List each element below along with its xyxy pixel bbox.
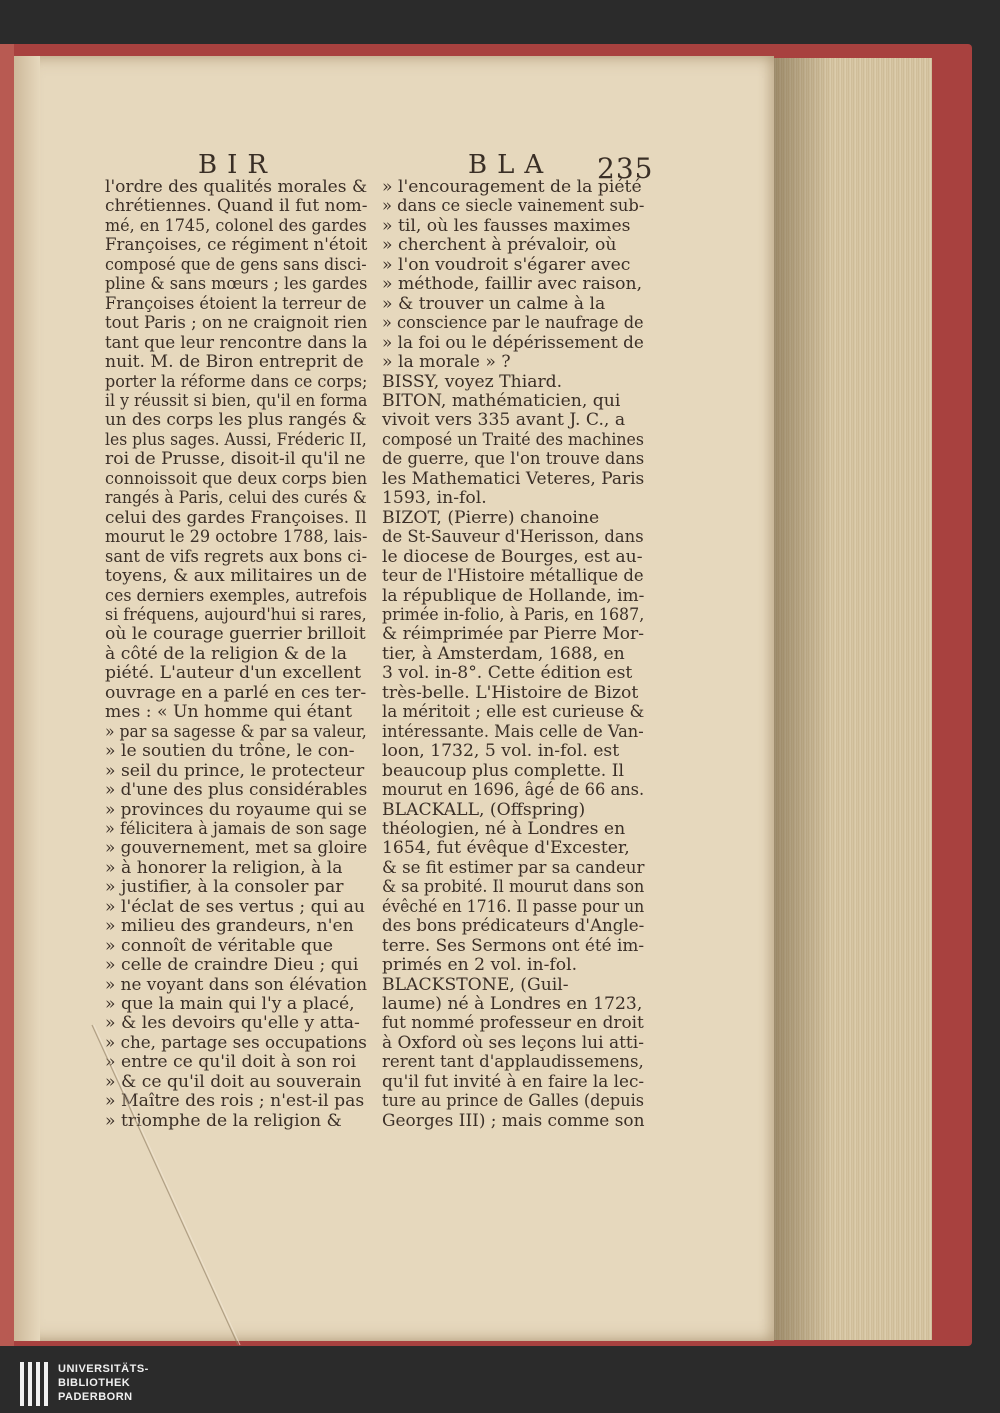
logo-line: PADERBORN xyxy=(58,1391,133,1403)
text-line: la méritoit ; elle est curieuse & xyxy=(382,702,645,723)
logo-line: UNIVERSITÄTS- xyxy=(58,1363,149,1375)
text-line: BIZOT, (Pierre) chanoine xyxy=(382,507,600,528)
text-line: mé, en 1745, colonel des gardes xyxy=(105,215,367,236)
text-line: ces derniers exemples, autrefois xyxy=(105,585,368,606)
text-line: chrétiennes. Quand il fut nom- xyxy=(105,196,368,217)
text-line: rerent tant d'applaudissemens, xyxy=(382,1052,644,1073)
text-line: BISSY, voyez Thiard. xyxy=(382,371,563,392)
text-line: Françoises, ce régiment n'étoit xyxy=(105,235,368,256)
text-line: primés en 2 vol. in-fol. xyxy=(382,955,578,976)
text-line: ouvrage en a parlé en ces ter- xyxy=(105,682,367,703)
text-line: & se fit estimer par sa candeur xyxy=(382,857,645,878)
text-line: composé que de gens sans disci- xyxy=(105,254,367,275)
text-line: terre. Ses Sermons ont été im- xyxy=(382,935,645,956)
text-line: théologien, né à Londres en xyxy=(382,818,626,839)
right-text-column xyxy=(382,178,644,1131)
text-line: » che, partage ses occupations xyxy=(105,1032,367,1053)
text-line: piété. L'auteur d'un excellent xyxy=(105,663,362,684)
text-line: » provinces du royaume qui se xyxy=(105,799,367,820)
text-line: » celle de craindre Dieu ; qui xyxy=(105,955,359,976)
text-line: composé un Traité des machines xyxy=(382,429,644,450)
text-line: 1654, fut évêque d'Excester, xyxy=(382,838,630,859)
text-line: teur de l'Histoire métallique de xyxy=(382,566,644,587)
left-text-column xyxy=(105,178,367,1131)
text-line: » dans ce siecle vainement sub- xyxy=(382,196,645,217)
text-line: très-belle. L'Histoire de Bizot xyxy=(382,682,639,703)
text-line: mes : « Un homme qui étant xyxy=(105,702,352,723)
text-line: » que la main qui l'y a placé, xyxy=(105,994,355,1015)
text-line: » conscience par le naufrage de xyxy=(382,313,644,334)
text-line: pline & sans mœurs ; les gardes xyxy=(105,274,368,295)
text-line: BLACKSTONE, (Guil- xyxy=(382,974,569,995)
text-line: » cherchent à prévaloir, où xyxy=(382,235,617,256)
text-line: toyens, & aux militaires un de xyxy=(105,566,368,587)
text-line: » d'une des plus considérables xyxy=(105,780,368,801)
text-line: les plus sages. Aussi, Fréderic II, xyxy=(105,429,367,450)
text-line: tout Paris ; on ne craignoit rien xyxy=(105,313,368,334)
text-line: connoissoit que deux corps bien xyxy=(105,468,368,489)
text-line: » triomphe de la religion & xyxy=(105,1110,342,1131)
text-line: » entre ce qu'il doit à son roi xyxy=(105,1052,357,1073)
text-line: intéressante. Mais celle de Van- xyxy=(382,721,644,742)
text-line: BLACKALL, (Offspring) xyxy=(382,799,586,820)
text-line: sant de vifs regrets aux bons ci- xyxy=(105,546,368,567)
text-line: la république de Hollande, im- xyxy=(382,585,645,606)
library-logo-text xyxy=(58,1362,149,1404)
text-line: à côté de la religion & de la xyxy=(105,643,347,664)
logo-line: BIBLIOTHEK xyxy=(58,1377,131,1389)
text-line: roi de Prusse, disoit-il qu'il ne xyxy=(105,449,366,470)
text-line: des bons prédicateurs d'Angle- xyxy=(382,916,645,937)
text-line: 3 vol. in-8°. Cette édition est xyxy=(382,663,633,684)
text-line: vivoit vers 335 avant J. C., a xyxy=(382,410,626,431)
text-line: laume) né à Londres en 1723, xyxy=(382,994,643,1015)
text-line: BITON, mathématicien, qui xyxy=(382,390,621,411)
text-line: les Mathematici Veteres, Paris xyxy=(382,468,645,489)
text-line: » Maître des rois ; n'est-il pas xyxy=(105,1091,365,1112)
text-line: rangés à Paris, celui des curés & xyxy=(105,488,367,509)
text-line: Georges III) ; mais comme son xyxy=(382,1110,645,1131)
text-line: loon, 1732, 5 vol. in-fol. est xyxy=(382,741,620,762)
text-line: » par sa sagesse & par sa valeur, xyxy=(105,721,367,742)
text-line: » til, où les fausses maximes xyxy=(382,215,631,236)
text-line: ture au prince de Galles (depuis xyxy=(382,1091,644,1112)
text-line: » l'encouragement de la piété xyxy=(382,177,642,197)
text-line: » ne voyant dans son élévation xyxy=(105,974,368,995)
text-line: 1593, in-fol. xyxy=(382,488,487,509)
text-line: nuit. M. de Biron entreprit de xyxy=(105,352,364,373)
text-line: » seil du prince, le protecteur xyxy=(105,760,365,781)
text-line: il y réussit si bien, qu'il en forma xyxy=(105,390,368,411)
library-logo-mark xyxy=(20,1362,50,1406)
text-line: » justifier, à la consoler par xyxy=(105,877,344,898)
text-line: » milieu des grandeurs, n'en xyxy=(105,916,354,937)
text-line: celui des gardes Françoises. Il xyxy=(105,507,367,528)
text-line: beaucoup plus complette. Il xyxy=(382,760,624,781)
text-line: » l'on voudroit s'égarer avec xyxy=(382,254,631,275)
text-line: où le courage guerrier brilloit xyxy=(105,624,366,645)
text-line: » la foi ou le dépérissement de xyxy=(382,332,644,353)
text-line: » le soutien du trône, le con- xyxy=(105,741,355,762)
text-line: » & trouver un calme à la xyxy=(382,293,606,314)
text-line: » & ce qu'il doit au souverain xyxy=(105,1071,362,1092)
text-line: Françoises étoient la terreur de xyxy=(105,293,367,314)
text-line: le diocese de Bourges, est au- xyxy=(382,546,643,567)
text-line: & réimprimée par Pierre Mor- xyxy=(382,624,644,645)
text-line: de guerre, que l'on trouve dans xyxy=(382,449,645,470)
text-line: fut nommé professeur en droit xyxy=(382,1013,644,1034)
page-number: 235 xyxy=(597,152,654,185)
book-cover-left-edge xyxy=(0,44,14,1346)
text-line: » l'éclat de ses vertus ; qui au xyxy=(105,896,365,917)
text-line: qu'il fut invité à en faire la lec- xyxy=(382,1071,645,1092)
text-line: l'ordre des qualités morales & xyxy=(105,177,368,197)
text-line: » la morale » ? xyxy=(382,352,511,373)
text-line: » à honorer la religion, à la xyxy=(105,857,343,878)
text-line: » méthode, faillir avec raison, xyxy=(382,274,643,295)
text-line: à Oxford où ses leçons lui atti- xyxy=(382,1032,644,1053)
text-line: porter la réforme dans ce corps; xyxy=(105,371,368,392)
running-head-center: BLA xyxy=(468,150,554,180)
text-line: si fréquens, aujourd'hui si rares, xyxy=(105,604,367,625)
text-line: » gouvernement, met sa gloire xyxy=(105,838,368,859)
text-line: & sa probité. Il mourut dans son xyxy=(382,877,645,898)
page-gutter-shadow xyxy=(14,56,40,1341)
text-line: primée in-folio, à Paris, en 1687, xyxy=(382,604,645,625)
text-line: évêché en 1716. Il passe pour un xyxy=(382,896,645,917)
text-line: » félicitera à jamais de son sage xyxy=(105,818,367,839)
text-line: tant que leur rencontre dans la xyxy=(105,332,368,353)
running-head-left: BIR xyxy=(198,150,277,180)
text-line: » connoît de véritable que xyxy=(105,935,334,956)
text-line: un des corps les plus rangés & xyxy=(105,410,367,431)
text-line: mourut le 29 octobre 1788, lais- xyxy=(105,527,368,548)
text-line: mourut en 1696, âgé de 66 ans. xyxy=(382,780,645,801)
text-line: de St-Sauveur d'Herisson, dans xyxy=(382,527,644,548)
text-line: tier, à Amsterdam, 1688, en xyxy=(382,643,625,664)
text-line: » & les devoirs qu'elle y atta- xyxy=(105,1013,360,1034)
